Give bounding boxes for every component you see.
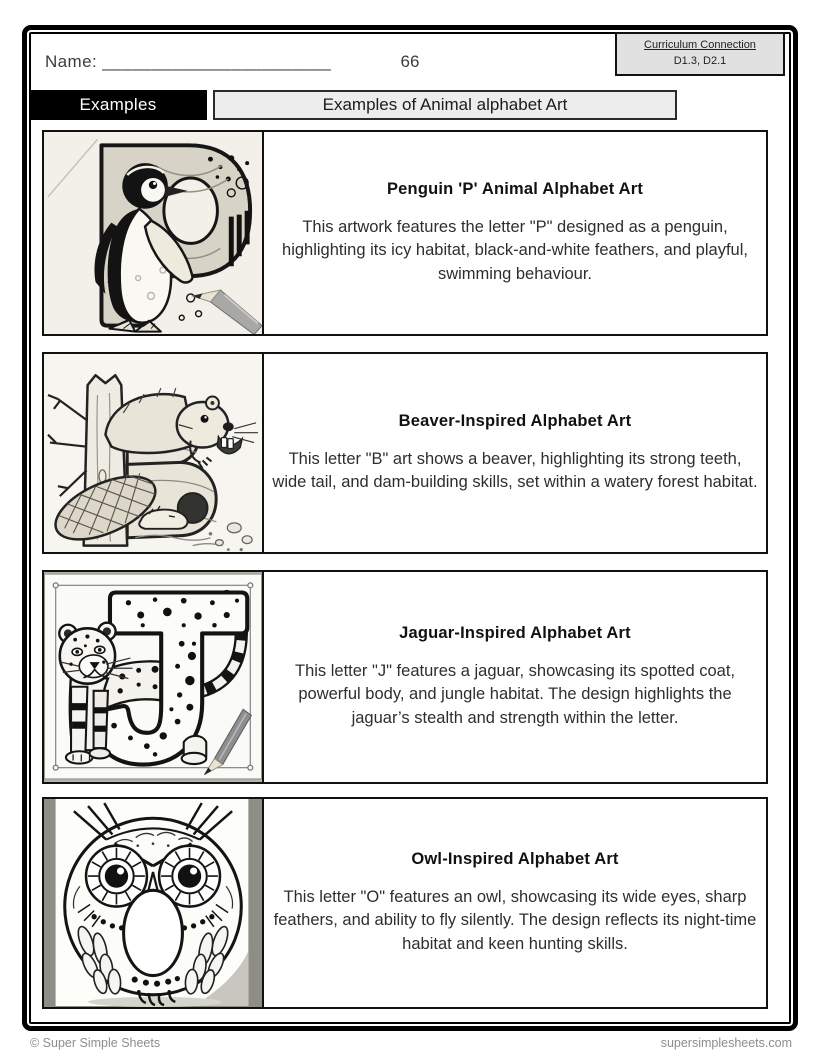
example-text-owl	[264, 799, 766, 1007]
example-row-jaguar	[42, 570, 768, 784]
example-description: This artwork features the letter "P" designed as a penguin, highlighting its icy habitat, black-and-white feathers, and playful, swimming behaviour.	[282, 218, 748, 283]
name-label: Name:	[45, 52, 98, 71]
example-row-beaver	[42, 352, 768, 554]
jaguar-j-artwork	[44, 572, 262, 782]
examples-list	[42, 130, 768, 1009]
page-number: 66	[400, 52, 420, 71]
examples-tab: Examples	[29, 90, 207, 120]
beaver-b-artwork	[44, 354, 262, 552]
example-text-beaver	[264, 354, 766, 552]
example-description: This letter "O" features an owl, showcasing its wide eyes, sharp feathers, and ability to fly silently. The design reflects its night-time habitat and keen hunting skills.	[273, 888, 757, 953]
worksheet-frame	[22, 25, 798, 1031]
curriculum-connection-box	[615, 32, 785, 76]
section-title: Examples of Animal alphabet Art	[213, 90, 677, 120]
penguin-p-artwork	[44, 132, 262, 334]
name-blank-line: _______________________	[102, 52, 332, 71]
owl-o-artwork	[44, 799, 262, 1007]
example-row-penguin	[42, 130, 768, 336]
section-header-bar	[29, 90, 789, 120]
page-footer	[30, 1036, 792, 1050]
copyright-text: © Super Simple Sheets	[30, 1036, 161, 1050]
example-title: Owl-Inspired Alphabet Art	[411, 850, 619, 869]
curriculum-codes: D1.3, D2.1	[673, 54, 727, 67]
example-text-penguin	[264, 132, 766, 334]
example-title: Beaver-Inspired Alphabet Art	[398, 411, 632, 430]
owl-o-artwork-image	[44, 799, 264, 1007]
beaver-b-artwork-image	[44, 354, 264, 552]
example-title: Jaguar-Inspired Alphabet Art	[399, 624, 631, 643]
penguin-p-artwork-image	[44, 132, 264, 334]
example-title: Penguin 'P' Animal Alphabet Art	[386, 180, 644, 199]
example-row-owl	[42, 797, 768, 1009]
curriculum-connection-title: Curriculum Connection	[644, 39, 756, 51]
worksheet-inner-border	[29, 32, 791, 1024]
example-description: This letter "J" features a jaguar, showcasing its spotted coat, powerful body, and jungle habitat. The design highlights the jaguar’s stealth and strength within the letter.	[294, 662, 736, 727]
website-text: supersimplesheets.com	[660, 1036, 792, 1050]
example-text-jaguar	[264, 572, 766, 782]
jaguar-j-artwork-image	[44, 572, 264, 782]
example-description: This letter "B" art shows a beaver, highlighting its strong teeth, wide tail, and dam-building skills, set within a watery forest habitat.	[272, 449, 758, 491]
